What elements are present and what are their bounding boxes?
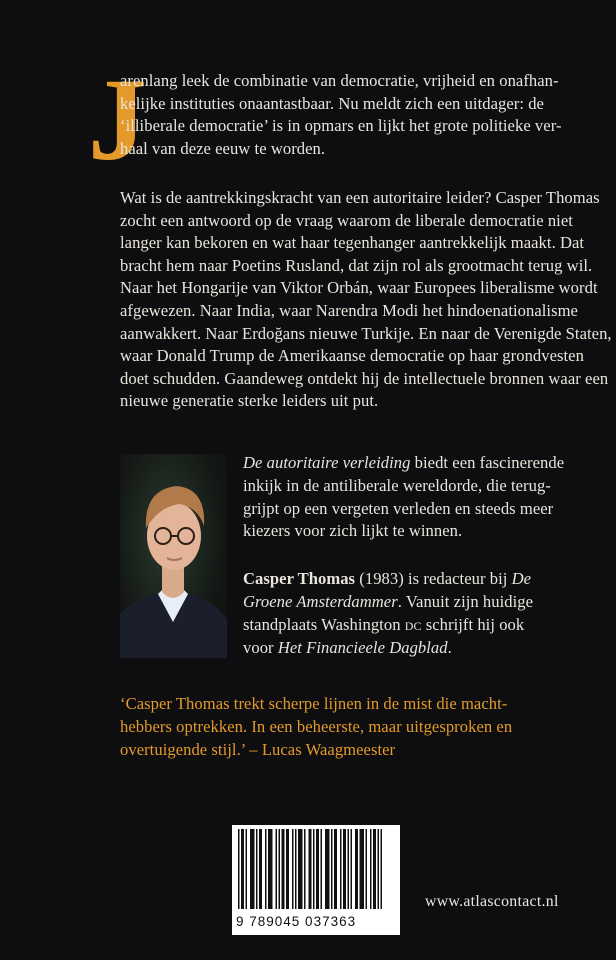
intro-line: kelijke instituties onaantastbaar. Nu meldt zich een uitdager: de bbox=[120, 93, 544, 113]
author-bio-line bbox=[243, 614, 563, 637]
intro-line: haal van deze eeuw te worden. bbox=[120, 138, 326, 158]
bio-text: standplaats Washington bbox=[243, 614, 405, 634]
description-paragraph bbox=[120, 187, 612, 413]
description-line: afgewezen. Naar India, waar Narendra Modi het hindoenationalisme bbox=[120, 300, 578, 320]
side-line: kiezers voor zich lijkt te winnen. bbox=[243, 521, 463, 541]
bio-text: (1983) is redacteur bij bbox=[355, 569, 512, 589]
book-title: De autoritaire verleiding bbox=[243, 453, 411, 472]
quote-line: hebbers optrekken. In een beheerste, maar uitgesproken en bbox=[120, 717, 513, 736]
intro-paragraph bbox=[120, 70, 562, 160]
bio-text: . bbox=[447, 637, 452, 657]
author-bio-line bbox=[243, 591, 563, 614]
side-line-text: biedt een fascinerende bbox=[410, 453, 565, 472]
quote-line: ‘Casper Thomas trekt scherpe lijnen in de mist die macht- bbox=[120, 694, 508, 713]
dc-abbreviation: dc bbox=[404, 614, 422, 634]
author-photo bbox=[120, 454, 227, 658]
review-quote bbox=[120, 692, 560, 761]
description-line: Wat is de aantrekkingskracht van een autoritaire leider? Casper Thomas bbox=[120, 188, 600, 207]
bio-text: . Vanuit zijn huidige bbox=[397, 591, 534, 611]
description-line: Naar het Hongarije van Viktor Orbán, waar Europees liberalisme wordt bbox=[120, 278, 598, 298]
author-section bbox=[243, 452, 563, 659]
newspaper-name: Het Financieele Dagblad bbox=[277, 637, 448, 657]
magazine-name: Groene Amsterdammer bbox=[243, 591, 398, 611]
bio-text: schrijft hij ook bbox=[421, 614, 525, 634]
quote-line: overtuigende stijl.’ – Lucas Waagmeester bbox=[120, 740, 396, 759]
side-line: grijpt op een vergeten verleden en steeds meer bbox=[243, 498, 554, 518]
barcode-bars bbox=[232, 825, 400, 913]
side-line: inkijk in de antiliberale wereldorde, die terug- bbox=[243, 475, 551, 495]
author-bio-line bbox=[243, 568, 563, 591]
side-line bbox=[243, 452, 563, 475]
bio-text: voor bbox=[243, 637, 278, 657]
author-name: Casper Thomas bbox=[243, 569, 356, 589]
description-line: aanwakkert. Naar Erdoğans nieuwe Turkije. En naar de Verenigde Staten, bbox=[120, 323, 612, 343]
publisher-website: www.atlascontact.nl bbox=[425, 893, 559, 910]
author-portrait-illustration bbox=[120, 454, 227, 658]
intro-line: arenlang leek de combinatie van democratie, vrijheid en onafhan- bbox=[120, 71, 559, 90]
description-line: nieuwe generatie sterke leiders uit put. bbox=[120, 391, 379, 411]
description-line: waar Donald Trump de Amerikaanse democratie op haar grondvesten bbox=[120, 346, 584, 366]
description-line: doet schudden. Gaandeweg ontdekt hij de intellectuele bronnen waar een bbox=[120, 368, 609, 388]
isbn-digits: 9 789045 037363 bbox=[236, 914, 357, 929]
author-bio-line bbox=[243, 637, 563, 660]
intro-line: ‘illiberale democratie’ is in opmars en lijkt het grote politieke ver- bbox=[120, 116, 562, 136]
magazine-name: De bbox=[511, 569, 532, 589]
description-line: bracht hem naar Poetins Rusland, dat zijn rol als grootmacht terug wil. bbox=[120, 255, 593, 275]
drop-cap: J bbox=[88, 54, 147, 185]
description-line: langer kan bekoren en wat haar tegenhanger aantrekkelijk maakt. Dat bbox=[120, 233, 585, 253]
description-line: zocht een antwoord op de vraag waarom de liberale democratie niet bbox=[120, 210, 573, 230]
